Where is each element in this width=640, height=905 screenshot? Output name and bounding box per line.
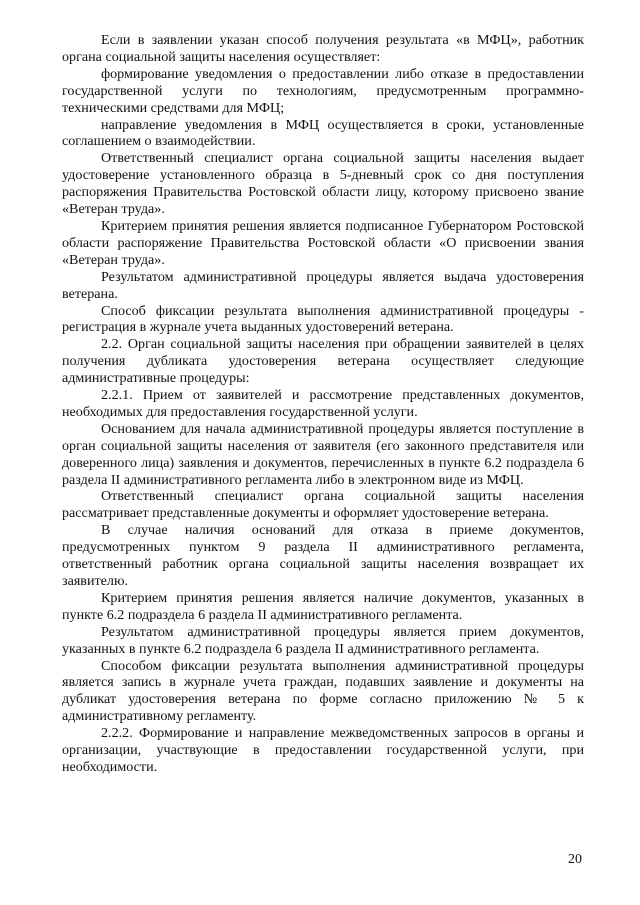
paragraph-notification-forming: формирование уведомления о предоставлении либо отказе в предоставлении государственной услуги по технологиям, предусмотренным программно-техническими средствами для МФЦ;: [62, 65, 584, 116]
paragraph-journal-entry: Способом фиксации результата выполнения административной процедуры является запись в журнале учета граждан, подавших заявление и документы на дубликат удостоверения ветерана по форме согласно приложению № 5 к административному регламенту.: [62, 657, 584, 725]
paragraph-specialist-review: Ответственный специалист органа социальной защиты населения рассматривает представленные документы и оформляет удостоверение ветерана.: [62, 488, 584, 522]
paragraph-procedure-result: Результатом административной процедуры является выдача удостоверения ветерана.: [62, 268, 584, 302]
paragraph-certificate-issuance: Ответственный специалист органа социальной защиты населения выдает удостоверение установленного образца в 5-дневный срок со дня поступления распоряжения Правительства Ростовской области лицу, которому присвоено звание «Ветеран труда».: [62, 150, 584, 218]
paragraph-acceptance-criterion: Критерием принятия решения является наличие документов, указанных в пункте 6.2 подраздела 6 раздела II административного регламента.: [62, 589, 584, 623]
paragraph-section-2-2: 2.2. Орган социальной защиты населения при обращении заявителей в целях получения дубликата удостоверения ветерана осуществляет следующие административные процедуры:: [62, 336, 584, 387]
paragraph-notification-sending: направление уведомления в МФЦ осуществляется в сроки, установленные соглашением о взаимодействии.: [62, 116, 584, 150]
paragraph-section-2-2-1: 2.2.1. Прием от заявителей и рассмотрение представленных документов, необходимых для предоставления государственной услуги.: [62, 387, 584, 420]
page-number: 20: [568, 852, 582, 867]
document-body: [62, 32, 584, 776]
paragraph-acceptance-result: Результатом административной процедуры является прием документов, указанных в пункте 6.2 подраздела 6 раздела II административного регламента.: [62, 623, 584, 657]
paragraph-mfc-result-method: Если в заявлении указан способ получения результата «в МФЦ», работник органа социальной защиты населения осуществляет:: [62, 32, 584, 65]
paragraph-recording-method: Способ фиксации результата выполнения административной процедуры - регистрация в журнале учета выданных удостоверений ветерана.: [62, 302, 584, 336]
paragraph-procedure-basis: Основанием для начала административной процедуры является поступление в орган социальной защиты населения от заявителя (его законного представителя или доверенного лица) заявления и документов, перечисленных в пункте 6.2 подраздела 6 раздела II административного регламента либо в электронном виде из МФЦ.: [62, 420, 584, 488]
paragraph-refusal-case: В случае наличия оснований для отказа в приеме документов, предусмотренных пунктом 9 раздела II административного регламента, ответственный работник органа социальной защиты населения возвращает их заявителю.: [62, 522, 584, 589]
paragraph-section-2-2-2: 2.2.2. Формирование и направление межведомственных запросов в органы и организации, участвующие в предоставлении государственной услуги, при необходимости.: [62, 725, 584, 775]
paragraph-decision-criterion: Критерием принятия решения является подписанное Губернатором Ростовской области распоряжение Правительства Ростовской области «О присвоении звания «Ветеран труда».: [62, 217, 584, 268]
